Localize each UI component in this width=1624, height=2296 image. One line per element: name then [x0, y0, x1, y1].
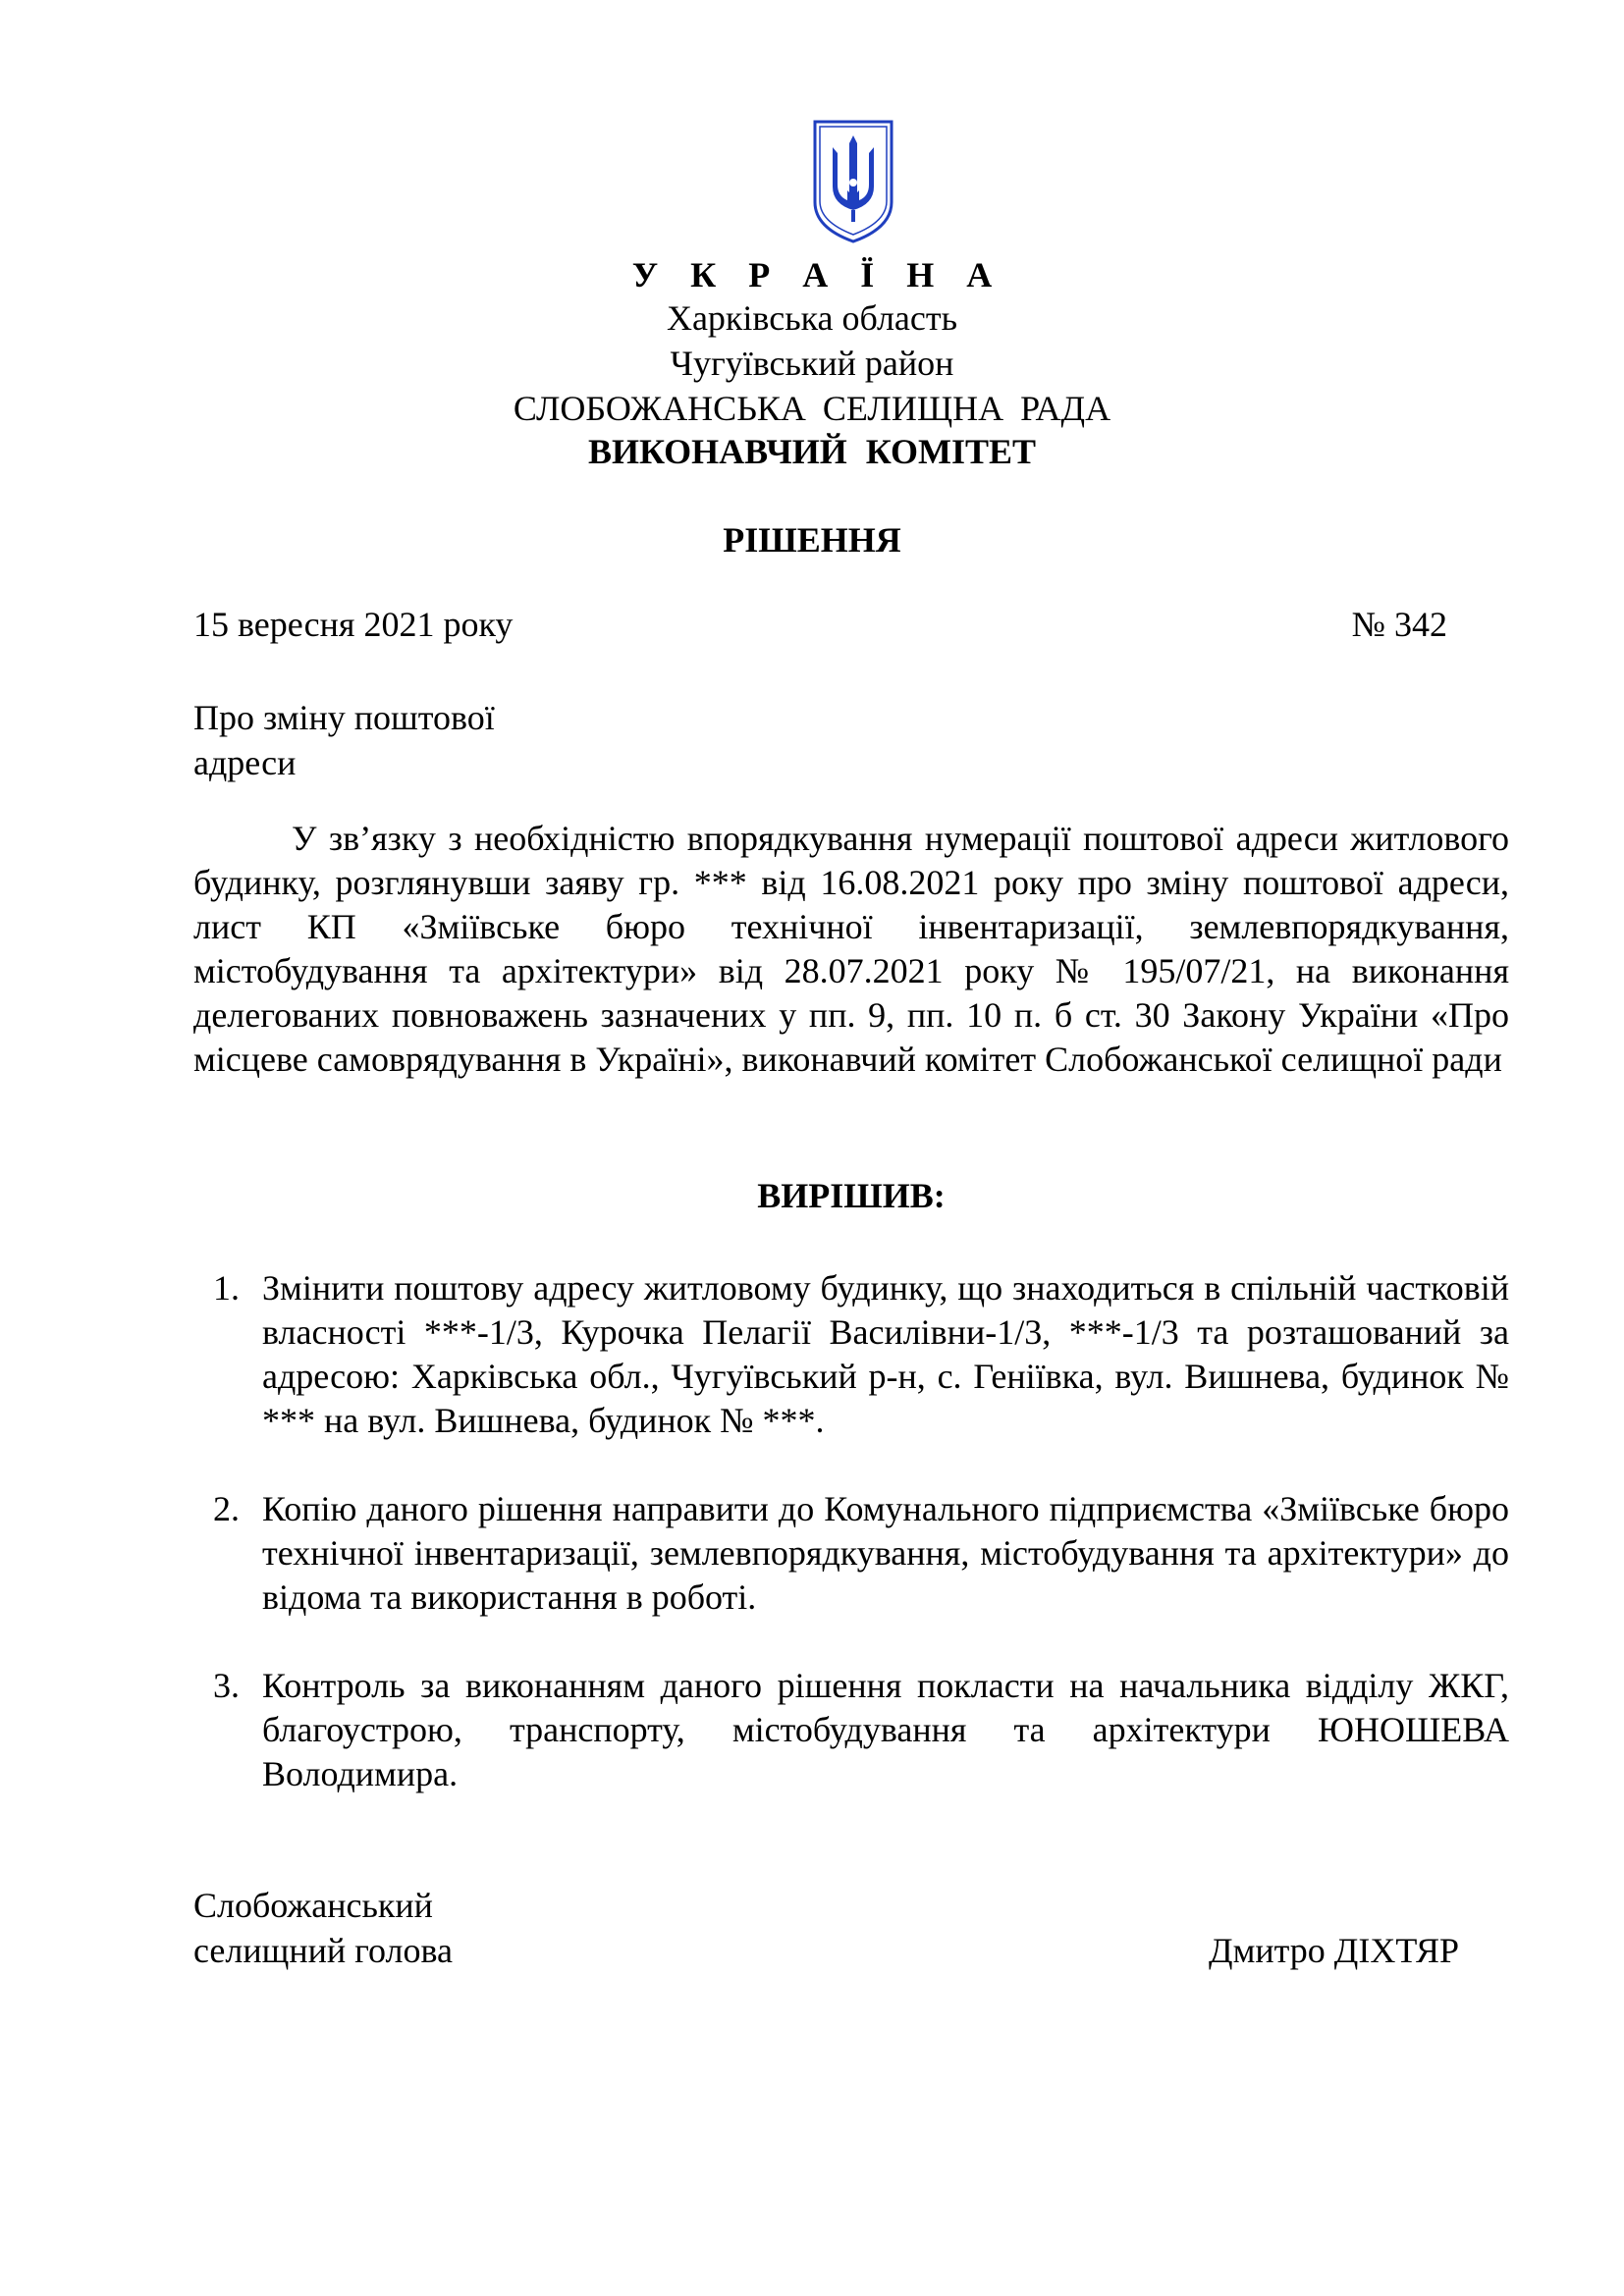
- council-name: СЛОБОЖАНСЬКА СЕЛИЩНА РАДА: [513, 389, 1111, 428]
- committee-name: ВИКОНАВЧИЙ КОМІТЕТ: [587, 432, 1037, 471]
- item-number: 3.: [213, 1666, 240, 1705]
- preamble-paragraph: У зв’язку з необхідністю впорядкування нумерації поштової адреси житлового будинку, розглянувши заяву гр. *** від 16.08.2021 року про зміну поштової адреси, лист КП «Зміївське бюро технічної інвентаризації, землевпорядкування, містобудування та архітектури» від 28.07.2021 року № 195/07/21, на виконання делегованих повноважень зазначених у пп. 9, пп. 10 п. б ст. 30 Закону України «Про місцеве самоврядування в Україні», виконавчий комітет Слобожанської селищної ради: [193, 819, 1509, 1079]
- decision-number: № 342: [1351, 605, 1447, 644]
- item-text: Копію даного рішення направити до Комунального підприємства «Зміївське бюро технічної інвентаризації, землевпорядкування, містобудування та архітектури» до відома та використання в роботі.: [262, 1489, 1509, 1617]
- list-item: [193, 1266, 1509, 1443]
- item-text: Контроль за виконанням даного рішення покласти на начальника відділу ЖКГ, благоустрою, транспорту, містобудування та архітектури ЮНОШЕВА Володимира.: [262, 1666, 1509, 1793]
- list-item: [193, 1664, 1509, 1796]
- subject-line-1: Про зміну поштової: [193, 698, 495, 737]
- oblast-name: Харківська область: [666, 298, 958, 338]
- item-text: Змінити поштову адресу житловому будинку, що знаходиться в спільній частковій власності ***-1/3, Курочка Пелагії Василівни-1/3, ***-1/3 та розташований за адресою: Харківська обл., Чугуївський р-н, с. Геніївка, вул. Вишнева, будинок № *** на вул. Вишнева, будинок № ***.: [262, 1268, 1509, 1440]
- document-type: РІШЕННЯ: [723, 520, 901, 560]
- signer-title-line-1: Слобожанський: [193, 1886, 433, 1925]
- raion-name: Чугуївський район: [670, 344, 954, 383]
- resolved-heading: ВИРІШИВ:: [757, 1176, 946, 1215]
- signer-name: Дмитро ДІХТЯР: [1209, 1931, 1459, 1970]
- signer-title-line-2: селищний голова: [193, 1931, 454, 1970]
- signer-title: [193, 1883, 453, 1973]
- subject-line-2: адреси: [193, 743, 297, 782]
- item-number: 2.: [213, 1489, 240, 1528]
- decision-subject: [193, 695, 495, 785]
- country-name: У К Р А Ї Н А: [631, 255, 1004, 294]
- trident-coat-of-arms-icon: [811, 118, 895, 245]
- decision-date: 15 вересня 2021 року: [193, 605, 514, 644]
- item-number: 1.: [213, 1268, 240, 1308]
- decision-items-list: [193, 1266, 1509, 1841]
- list-item: [193, 1487, 1509, 1620]
